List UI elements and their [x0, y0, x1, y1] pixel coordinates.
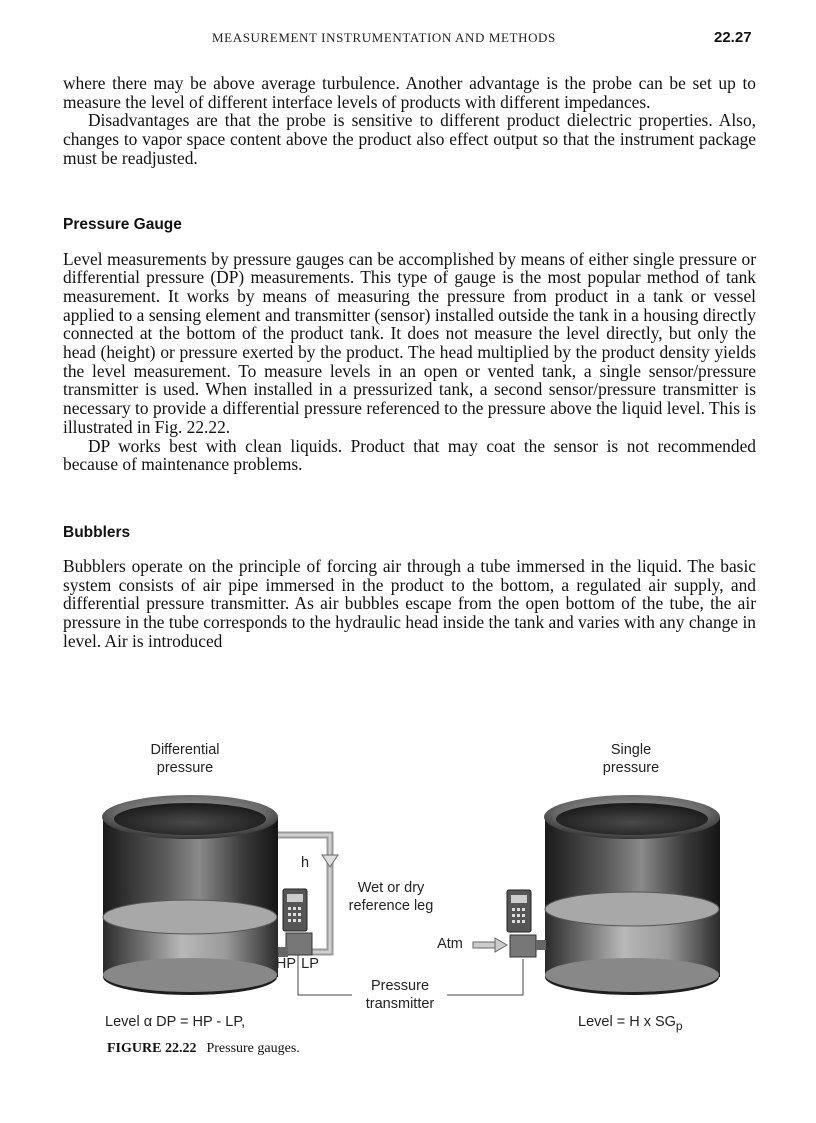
arrow-down-icon: [322, 855, 338, 867]
body-text: [63, 74, 756, 650]
label-dp-line2: pressure: [156, 760, 214, 776]
heading-pressure-gauge: Pressure Gauge: [63, 215, 182, 233]
paragraph-dp: DP works best with clean liquids. Product that may coat the sensor is not recommended because of maintenance problems.: [63, 435, 756, 475]
paragraph-bubblers: Bubblers operate on the principle of forcing air through a tube immersed in the liquid. The basic system consists of air pipe immersed in the product to the bottom, a regulated air supply, and differential pressure transmitter. As air bubbles escape from the open bottom of the tube, the air pressure in the tube corresponds to the hydraulic head inside the tank and varies with any change in level. Air is introduced: [63, 555, 756, 651]
running-head: MEASUREMENT INSTRUMENTATION AND METHODS: [212, 30, 556, 45]
left-transmitter: [278, 889, 312, 957]
label-sp-line1: Single: [610, 742, 652, 758]
page-number: 22.27: [714, 29, 752, 46]
figure-pressure-gauges: [90, 737, 750, 1037]
label-dp-line1: Differential: [150, 742, 220, 758]
label-hp: HP: [275, 956, 297, 972]
caption-number: FIGURE 22.22: [107, 1041, 197, 1056]
label-wet-line2: reference leg: [348, 898, 434, 914]
label-wet-line1: Wet or dry: [357, 880, 425, 896]
formula-single-subscript: p: [675, 1018, 683, 1033]
atm-arrow-icon: [473, 938, 507, 952]
right-signal-line: [447, 959, 523, 995]
paragraph-pressure-gauge: Level measurements by pressure gauges can be accomplished by means of either single pressure or differential pressure (DP) measurements. This type of gauge is the most popular method of tank measurement. It works by means of measuring the pressure from product in a tank or vessel applied to a sensing element and transmitter (sensor) installed outside the tank in a housing directly connected at the bottom of the product tank. It does not measure the level directly, but only the head (height) or pressure exerted by the product. The head multiplied by the product density yields the level measurement. To measure levels in an open or vented tank, a single sensor/pressure transmitter is used. When installed in a pressurized tank, a second sensor/pressure transmitter is necessary to provide a differential pressure referenced to the pressure above the liquid level. This is illustrated in Fig. 22.22.: [63, 248, 756, 437]
page-header: [0, 30, 816, 50]
label-h: h: [300, 855, 310, 871]
left-tank: [102, 795, 278, 995]
label-pt-line2: transmitter: [365, 996, 435, 1012]
formula-differential: Level α DP = HP - LP,: [105, 1014, 246, 1030]
label-differential-pressure: [130, 741, 240, 777]
label-pt-line1: Pressure: [370, 978, 430, 994]
label-sp-line2: pressure: [602, 760, 660, 776]
paragraph-disadvantages: Disadvantages are that the probe is sensitive to different product dielectric properties. Also, changes to vapor space content above the product also effect output so that the instrument package must be readjusted.: [63, 110, 756, 168]
label-atm: Atm: [437, 936, 463, 952]
label-pressure-transmitter: [352, 977, 448, 1013]
label-lp: LP: [301, 956, 319, 972]
right-transmitter: [507, 890, 546, 957]
formula-single-main: Level = H x SG: [578, 1014, 676, 1030]
heading-bubblers: Bubblers: [63, 523, 131, 541]
figure-caption: [107, 1041, 300, 1057]
right-tank: [544, 795, 720, 995]
caption-text: Pressure gauges.: [206, 1041, 300, 1056]
paragraph-continuation: where there may be above average turbulence. Another advantage is the probe can be set up to measure the level of different interface levels of products with different impedances.: [63, 73, 756, 112]
formula-single: [578, 1013, 748, 1035]
label-wet-or-dry-reference-leg: [336, 879, 446, 915]
label-single-pressure: [576, 741, 686, 777]
